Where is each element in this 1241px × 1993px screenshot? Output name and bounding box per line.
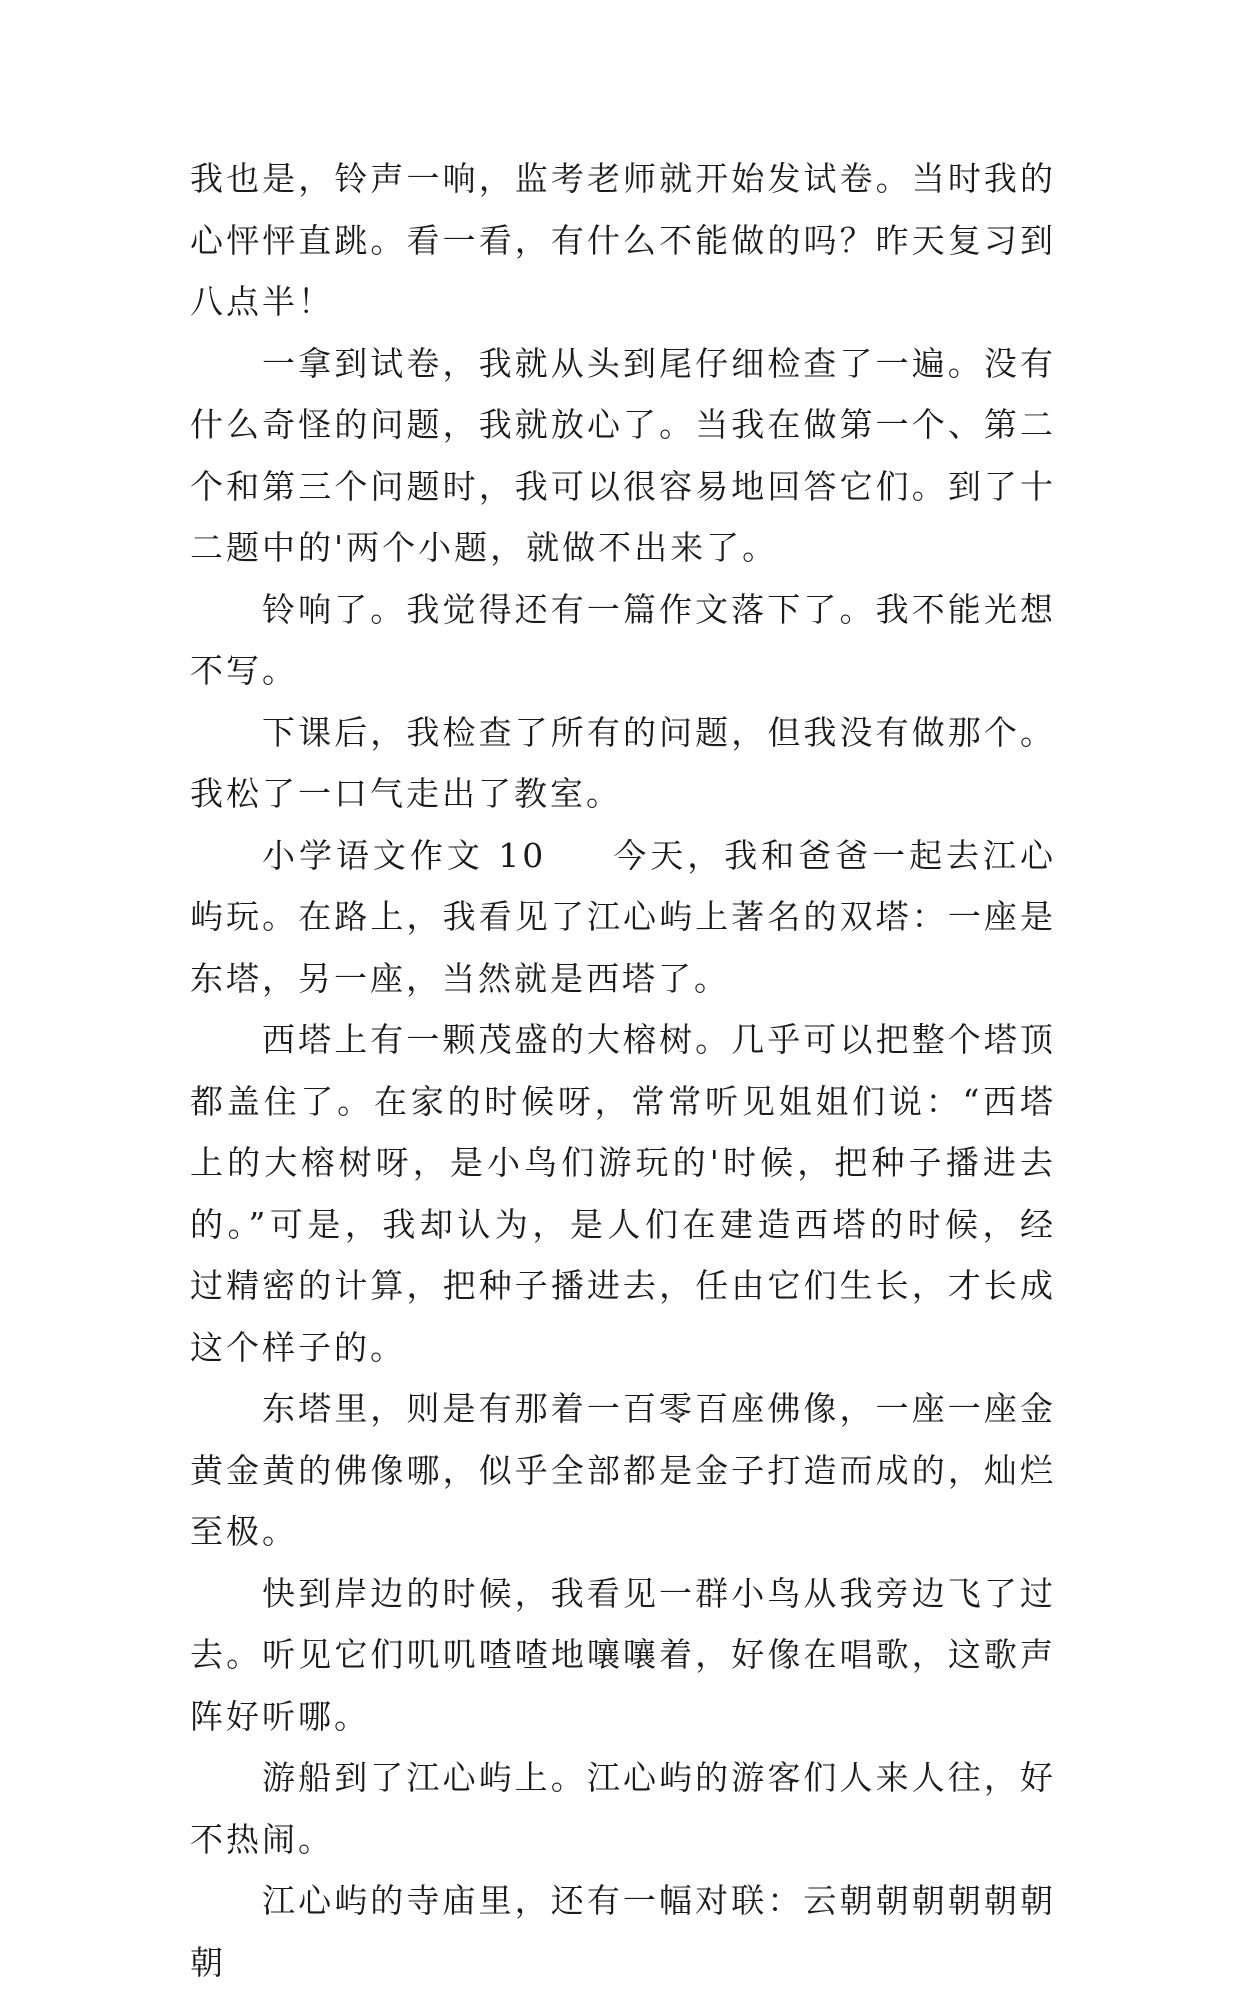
- paragraph-6: 西塔上有一颗茂盛的大榕树。几乎可以把整个塔顶都盖住了。在家的时候呀，常常听见姐姐们说：“西塔上的大榕树呀，是小鸟们游玩的'时候，把种子播进去的。”可是，我却认为，是人们在建造西塔的时候，经过精密的计算，把种子播进去，任由它们生长，才长成这个样子的。: [190, 1020, 1056, 1367]
- paragraph-5-text: 今天，我和爸爸一起去江心屿玩。在路上，我看见了江心屿上著名的双塔：一座是东塔，另一座，当然就是西塔了。: [190, 835, 1057, 998]
- paragraph-10: 江心屿的寺庙里，还有一幅对联：云朝朝朝朝朝朝朝: [190, 1881, 1056, 1982]
- paragraph-7: 东塔里，则是有那着一百零百座佛像，一座一座金黄金黄的佛像哪，似乎全部都是金子打造而成的，灿烂至极。: [190, 1389, 1056, 1551]
- document-body: [190, 148, 1056, 1993]
- essay-heading: 小学语文作文 10: [262, 835, 547, 875]
- paragraph-2: 一拿到试卷，我就从头到尾仔细检查了一遍。没有什么奇怪的问题，我就放心了。当我在做第一个、第二个和第三个问题时，我可以很容易地回答它们。到了十二题中的'两个小题，就做不出来了。: [190, 343, 1056, 567]
- paragraph-3: 铃响了。我觉得还有一篇作文落下了。我不能光想不写。: [190, 589, 1056, 690]
- paragraph-4: 下课后，我检查了所有的问题，但我没有做那个。我松了一口气走出了教室。: [190, 712, 1056, 813]
- paragraph-1: 我也是，铃声一响，监考老师就开始发试卷。当时我的心怦怦直跳。看一看，有什么不能做的吗？昨天复习到八点半！: [190, 159, 1056, 321]
- paragraph-8: 快到岸边的时候，我看见一群小鸟从我旁边飞了过去。听见它们叽叽喳喳地嚷嚷着，好像在唱歌，这歌声阵好听哪。: [190, 1573, 1056, 1736]
- paragraph-9: 游船到了江心屿上。江心屿的游客们人来人往，好不热闹。: [190, 1758, 1056, 1859]
- paragraph-5: [190, 825, 1056, 1010]
